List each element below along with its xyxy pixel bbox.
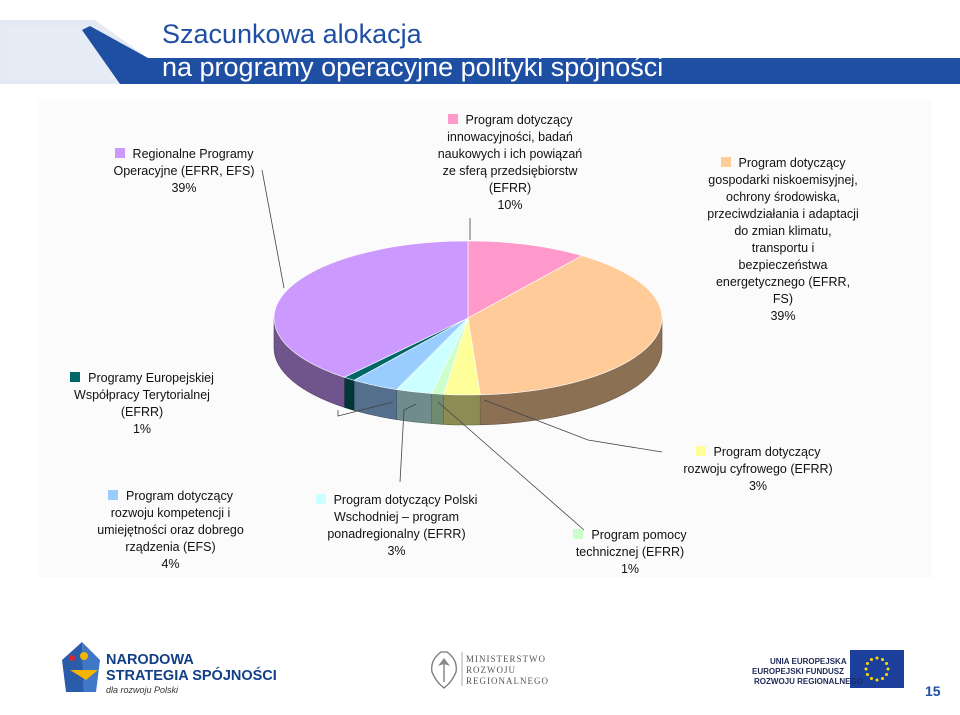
eu-star-icon (865, 668, 868, 671)
eu-star-icon (870, 658, 873, 661)
page-number: 15 (925, 683, 941, 699)
eu-star-icon (876, 679, 879, 682)
eu-star-icon (866, 662, 869, 665)
nss-logo-tagline: dla rozwoju Polski (106, 685, 179, 695)
eu-star-icon (881, 658, 884, 661)
pie-tops (274, 241, 662, 395)
pie-slice-side-4 (397, 390, 432, 424)
pie-slice-side-2 (444, 394, 480, 425)
nss-logo-text: NARODOWA (106, 652, 194, 668)
pie-slice-side-3 (432, 394, 444, 425)
eu-logo-text: ROZWOJU REGIONALNEGO (754, 677, 863, 686)
slice-label-kompetencje: Program dotyczący rozwoju kompetencji i umiejętności oraz dobrego rządzenia (EFS) 4% (97, 489, 244, 571)
eu-star-icon (887, 668, 890, 671)
page-title: Szacunkowa alokacja (162, 19, 422, 49)
mrr-logo-text: REGIONALNEGO (466, 676, 549, 686)
slice-label-gospodarka: Program dotyczący gospodarki niskoemisyjnej, ochrony środowiska, przeciwdziałania i adaptacji do zmian klimatu, transportu i bezpieczeństwa energetycznego (EFRR, FS) 39% (707, 156, 859, 323)
footer (0, 600, 960, 715)
mrr-eagle-icon (432, 652, 457, 688)
slice-label-rpo: Regionalne Programy Operacyjne (EFRR, EFS) 39% (113, 147, 255, 195)
mrr-logo-text: MINISTERSTWO (466, 654, 546, 664)
slice-label-pomoc-techniczna: Program pomocy technicznej (EFRR) 1% (550, 527, 710, 578)
eu-star-icon (885, 662, 888, 665)
eu-star-icon (881, 677, 884, 680)
eu-star-icon (876, 657, 879, 660)
nss-logo-text: STRATEGIA SPÓJNOŚCI (106, 668, 277, 684)
eu-star-icon (870, 677, 873, 680)
eu-logo-text: UNIA EUROPEJSKA (770, 657, 847, 666)
pie-slice-side-6 (344, 377, 354, 410)
mrr-logo-text: ROZWOJU (466, 665, 516, 675)
page-subtitle: na programy operacyjne polityki spójności (162, 52, 664, 82)
eu-star-icon (885, 673, 888, 676)
chart-panel (38, 100, 932, 578)
eu-star-icon (866, 673, 869, 676)
slice-label-polska-wschodnia: Program dotyczący Polski Wschodniej – program ponadregionalny (EFRR) 3% (304, 492, 489, 560)
slice-label-ewt: Programy Europejskiej Współpracy Terytorialnej (EFRR) 1% (62, 370, 222, 438)
slice-label-cyfrowy: Program dotyczący rozwoju cyfrowego (EFRR) 3% (683, 445, 833, 493)
slide-header (0, 0, 960, 92)
eu-logo-text: EUROPEJSKI FUNDUSZ (752, 667, 845, 676)
slice-label-innowacje: Program dotyczący innowacyjności, badań naukowych i ich powiązań ze sferą przedsiębiorstw (EFRR) 10% (437, 113, 583, 212)
nss-logo-icon (62, 642, 100, 692)
